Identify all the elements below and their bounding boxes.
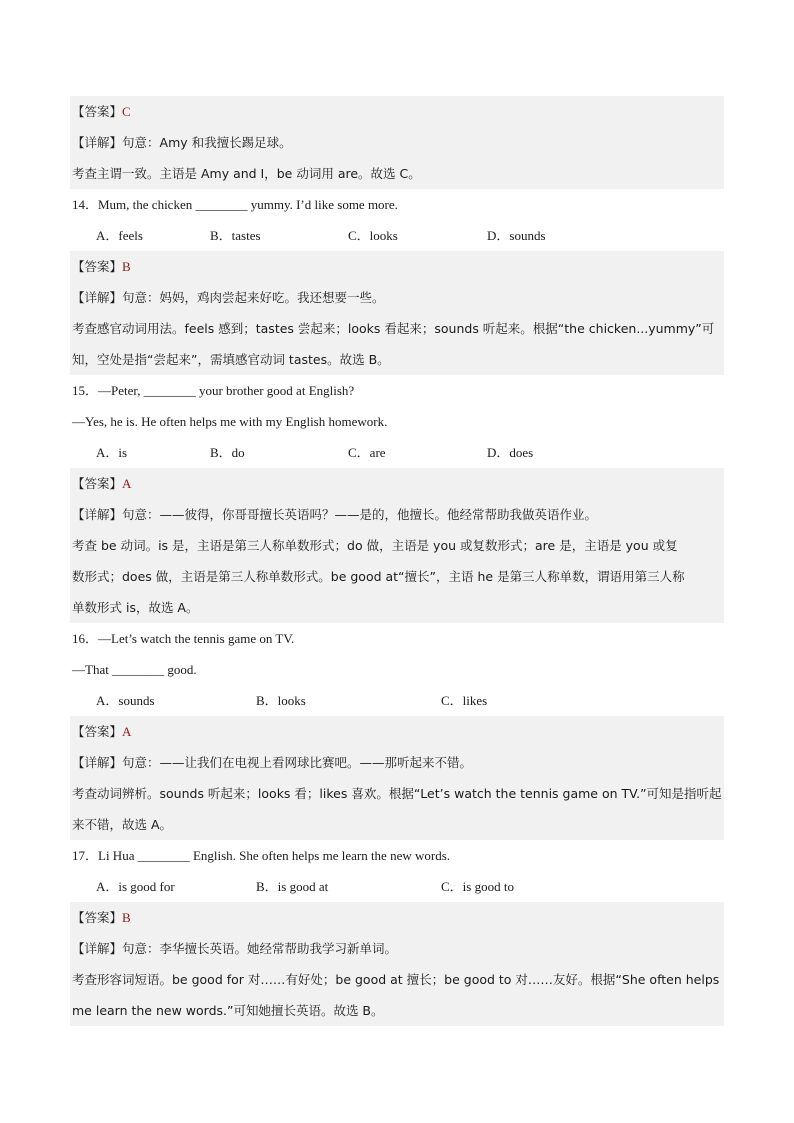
question-line: 17．Li Hua ________ English. She often helps me learn the new words.: [72, 848, 451, 863]
question-line: —Yes, he is. He often helps me with my English homework.: [72, 414, 388, 429]
option-b: B．looks: [256, 693, 306, 708]
detail-line: 【详解】句意：妈妈，鸡肉尝起来好吃。我还想要一些。: [70, 282, 724, 313]
explain-line: 数形式；does 做，主语是第三人称单数形式。be good at“擅长”，主语 he 是第三人称单数，谓语用第三人称: [70, 561, 724, 592]
explain-line: 考查主谓一致。主语是 Amy and I，be 动词用 are。故选 C。: [70, 158, 724, 189]
option-c: C．are: [348, 445, 386, 460]
explain-line: 来不错，故选 A。: [70, 809, 724, 840]
option-b: B．tastes: [210, 228, 261, 243]
explain-line: 考查感官动词用法。feels 感到；tastes 尝起来；looks 看起来；sounds 听起来。根据“the chicken...yummy”可: [70, 313, 724, 344]
option-d: D．sounds: [487, 228, 546, 243]
option-b: B．do: [210, 445, 245, 460]
detail-line: 【详解】句意：——让我们在电视上看网球比赛吧。——那听起来不错。: [70, 747, 724, 778]
explain-line: 考查形容词短语。be good for 对……有好处；be good at 擅长；be good to 对……友好。根据“She often helps: [70, 964, 724, 995]
option-c: C．likes: [441, 693, 488, 708]
option-c: C．looks: [348, 228, 398, 243]
explain-line: 考查动词辨析。sounds 听起来；looks 看；likes 喜欢。根据“Let’s watch the tennis game on TV.”可知是指听起: [70, 778, 724, 809]
option-b: B．is good at: [256, 879, 329, 894]
detail-text: 句意：妈妈，鸡肉尝起来好吃。我还想要一些。: [122, 290, 385, 305]
options-row: [70, 220, 724, 251]
option-a: A．sounds: [96, 693, 155, 708]
option-a: A．feels: [96, 228, 143, 243]
detail-text: 句意：Amy 和我擅长踢足球。: [122, 135, 292, 150]
answer-line: 【答案】B: [70, 902, 724, 933]
options-row: [70, 685, 724, 716]
explain-line: me learn the new words.”可知她擅长英语。故选 B。: [70, 995, 724, 1026]
detail-line: 【详解】句意：——彼得，你哥哥擅长英语吗？——是的，他擅长。他经常帮助我做英语作业。: [70, 499, 724, 530]
answer-line: 【答案】C: [70, 96, 724, 127]
question-line: 15．—Peter, ________ your brother good at English?: [72, 383, 355, 398]
explain-line: 知，空处是指“尝起来”，需填感官动词 tastes。故选 B。: [70, 344, 724, 375]
answer-value: B: [122, 259, 131, 274]
document-page: [70, 96, 724, 1026]
explain-line: 考查 be 动词。is 是，主语是第三人称单数形式；do 做，主语是 you 或复数形式；are 是，主语是 you 或复: [70, 530, 724, 561]
answer-line: 【答案】A: [70, 468, 724, 499]
question-line: —That ________ good.: [72, 662, 197, 677]
answer-line: 【答案】A: [70, 716, 724, 747]
question-line: 16．—Let’s watch the tennis game on TV.: [72, 631, 295, 646]
detail-text: 句意：——彼得，你哥哥擅长英语吗？——是的，他擅长。他经常帮助我做英语作业。: [122, 507, 598, 522]
answer-value: A: [122, 476, 132, 491]
option-a: A．is good for: [96, 879, 175, 894]
options-row: [70, 437, 724, 468]
detail-text: 句意：——让我们在电视上看网球比赛吧。——那听起来不错。: [122, 755, 473, 770]
explain-line: 单数形式 is，故选 A。: [70, 592, 724, 623]
answer-value: A: [122, 724, 132, 739]
detail-line: 【详解】句意：Amy 和我擅长踢足球。: [70, 127, 724, 158]
answer-value: B: [122, 910, 131, 925]
option-c: C．is good to: [441, 879, 514, 894]
option-d: D．does: [487, 445, 534, 460]
detail-text: 句意：李华擅长英语。她经常帮助我学习新单词。: [122, 941, 398, 956]
answer-value: C: [122, 104, 131, 119]
question-line: 14．Mum, the chicken ________ yummy. I’d like some more.: [72, 197, 398, 212]
options-row: [70, 871, 724, 902]
detail-line: 【详解】句意：李华擅长英语。她经常帮助我学习新单词。: [70, 933, 724, 964]
answer-line: 【答案】B: [70, 251, 724, 282]
option-a: A．is: [96, 445, 128, 460]
